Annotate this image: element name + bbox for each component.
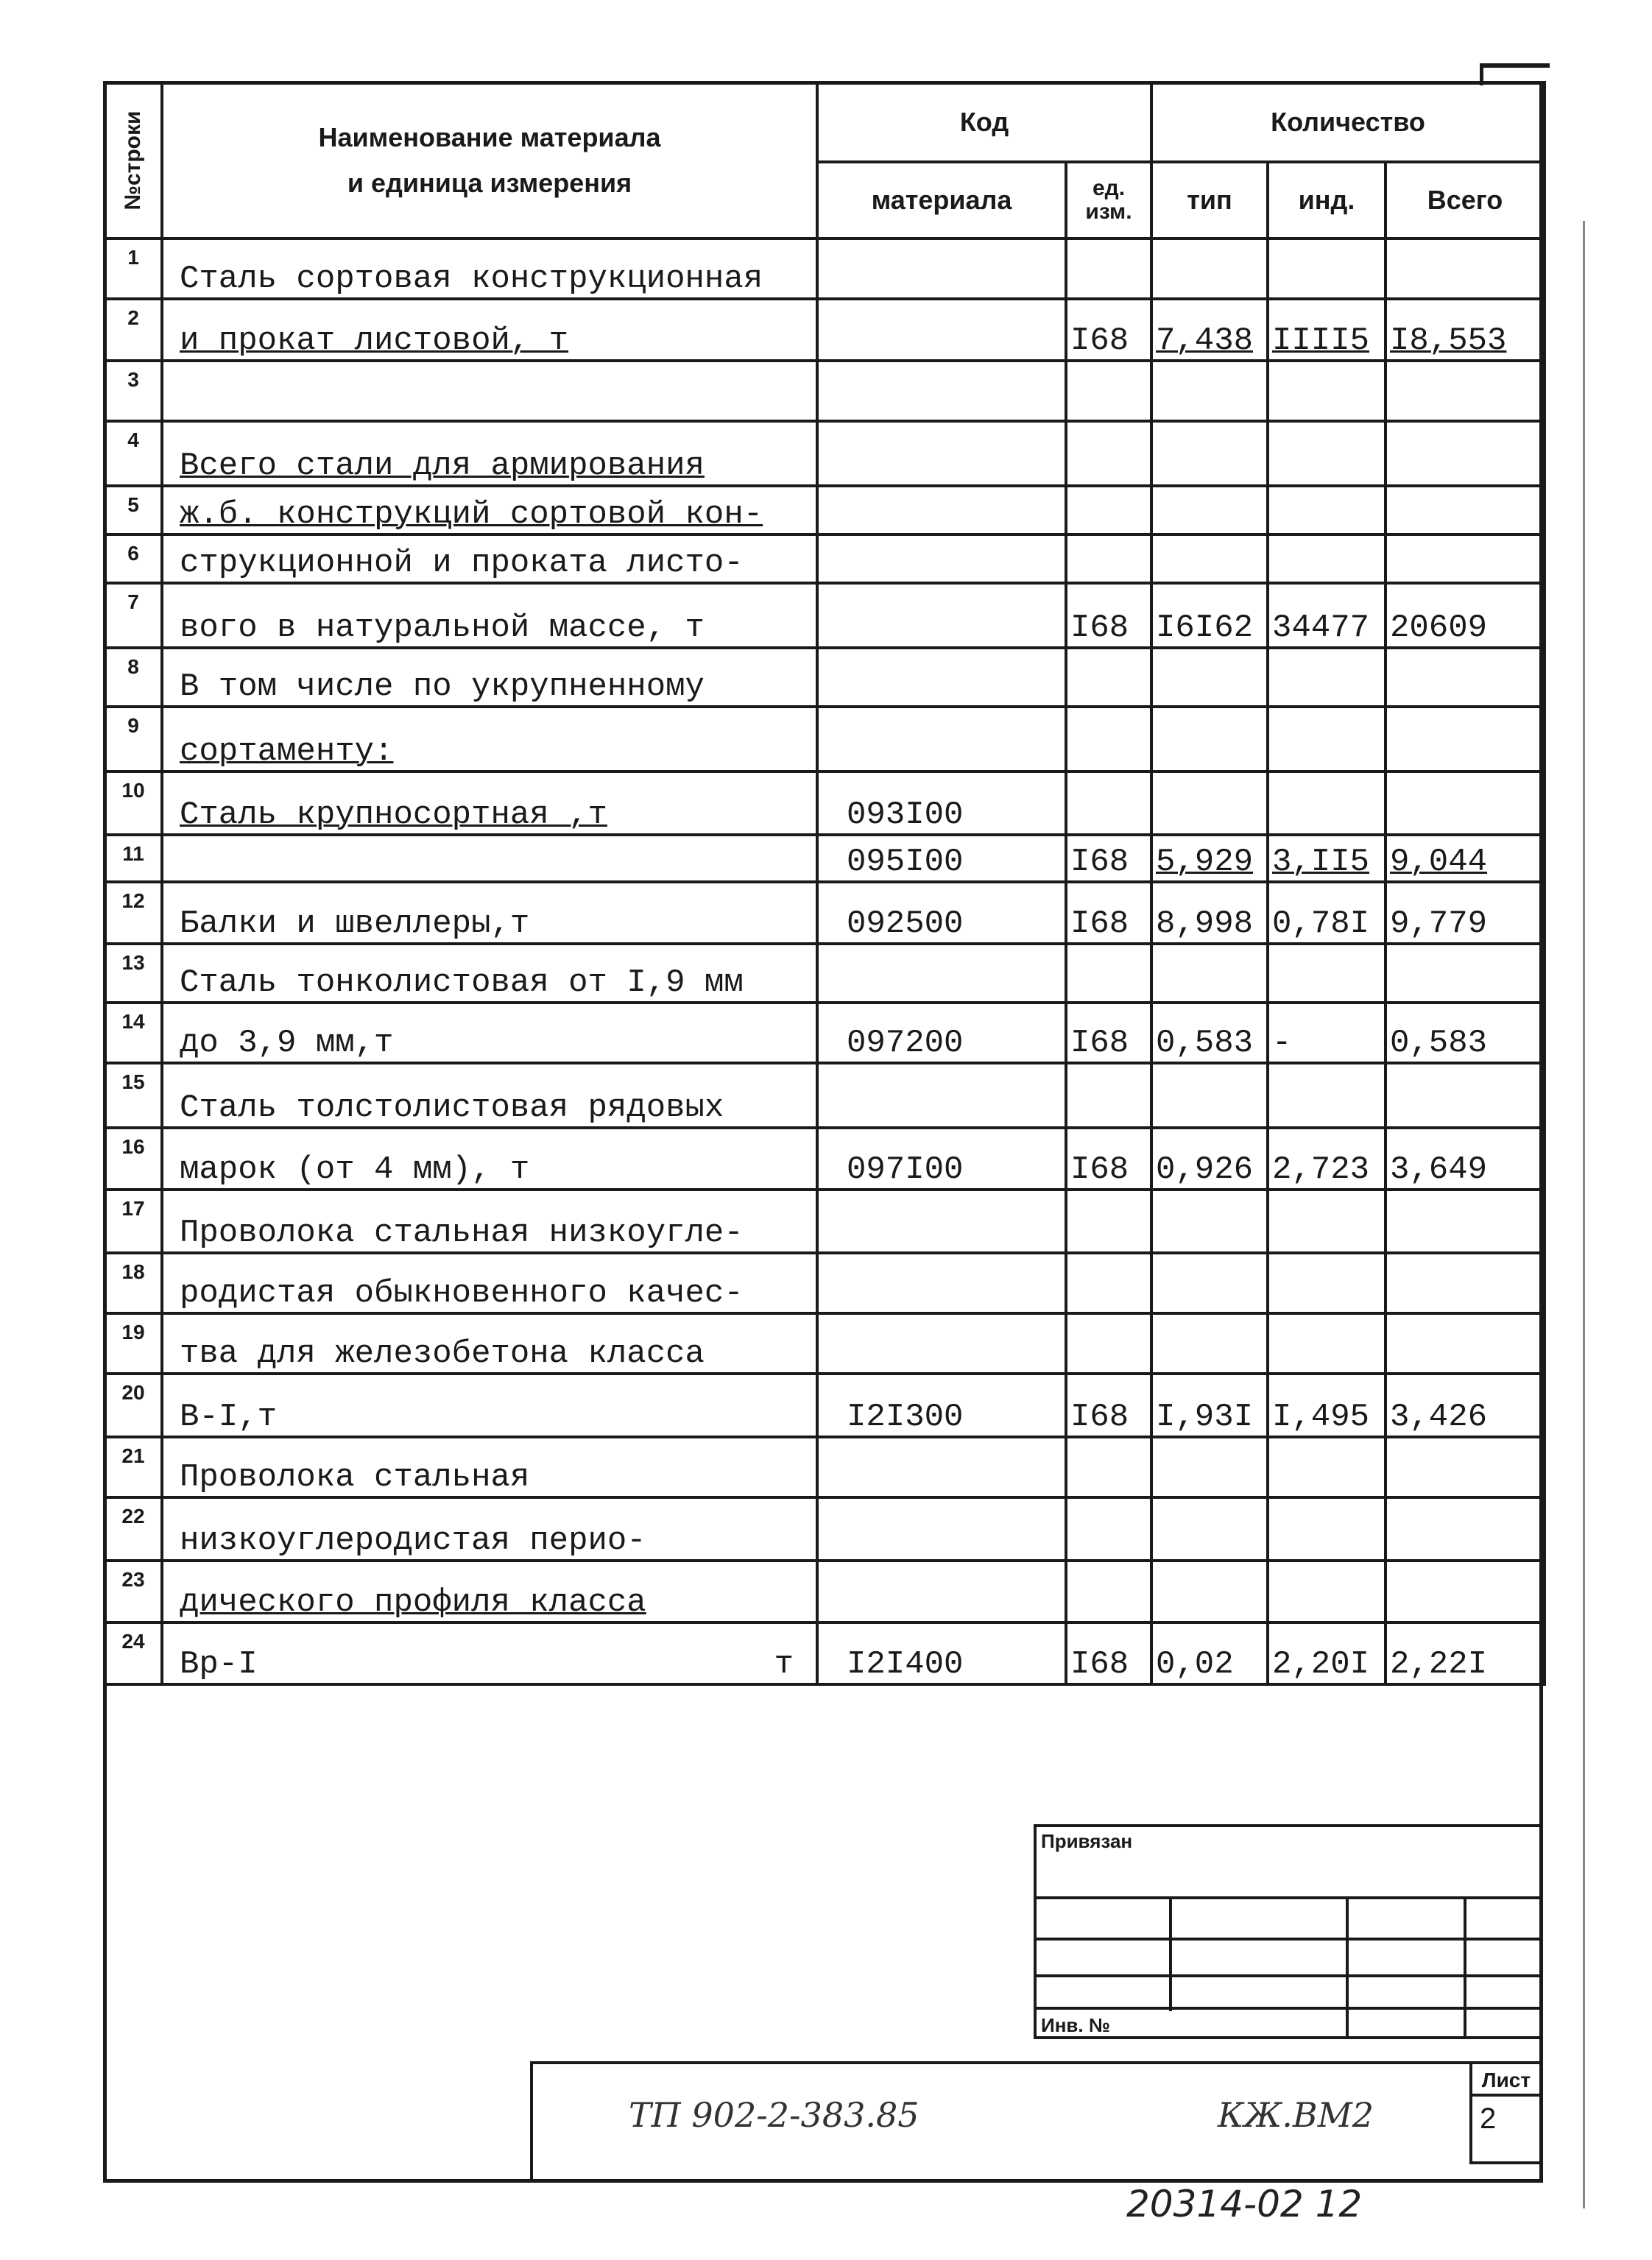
table-row (105, 835, 1545, 882)
sheet-number-box (1469, 2061, 1543, 2164)
sheet-number: 2 (1480, 2102, 1497, 2135)
unit-header: ед. изм. (1066, 162, 1151, 239)
material-code-cell: 092500 (817, 882, 1066, 944)
total-qty-cell (1386, 1253, 1545, 1313)
header-row-1 (105, 82, 1545, 162)
ind-qty-cell: 2,20I (1268, 1622, 1386, 1684)
unit-code-cell (1066, 239, 1151, 299)
table-row (105, 1003, 1545, 1063)
material-name-cell: дического профиля класса (162, 1561, 817, 1622)
row-number-cell: 5 (105, 486, 162, 534)
row-number-cell: 3 (105, 361, 162, 421)
row-number-cell: 18 (105, 1253, 162, 1313)
material-code-cell (817, 486, 1066, 534)
table-row (105, 1497, 1545, 1561)
row-number-cell: 15 (105, 1063, 162, 1128)
quantity-group-header: Количество (1151, 82, 1545, 162)
type-qty-cell (1151, 1253, 1268, 1313)
material-name-cell: сортаменту: (162, 707, 817, 771)
type-qty-cell: 0,02 (1151, 1622, 1268, 1684)
ind-qty-cell (1268, 421, 1386, 486)
table-row (105, 299, 1545, 361)
unit-code-cell: I68 (1066, 299, 1151, 361)
unit-code-cell (1066, 486, 1151, 534)
table-row (105, 534, 1545, 583)
total-qty-cell (1386, 1561, 1545, 1622)
type-qty-cell (1151, 239, 1268, 299)
row-number-cell: 24 (105, 1622, 162, 1684)
ind-qty-cell (1268, 707, 1386, 771)
material-name-cell: Сталь толстолистовая рядовых (162, 1063, 817, 1128)
unit-code-cell: I68 (1066, 1128, 1151, 1190)
type-qty-cell (1151, 648, 1268, 707)
material-name-cell (162, 835, 817, 882)
ind-qty-cell (1268, 534, 1386, 583)
row-number-cell: 17 (105, 1190, 162, 1253)
ind-qty-cell (1268, 1063, 1386, 1128)
type-qty-cell: 8,998 (1151, 882, 1268, 944)
total-qty-cell (1386, 239, 1545, 299)
table-row (105, 944, 1545, 1003)
ind-qty-cell (1268, 1497, 1386, 1561)
total-qty-cell: 20609 (1386, 583, 1545, 648)
material-code-cell (817, 299, 1066, 361)
total-qty-cell (1386, 707, 1545, 771)
total-qty-cell (1386, 534, 1545, 583)
ind-qty-cell (1268, 944, 1386, 1003)
table-row (105, 486, 1545, 534)
material-code-cell (817, 1313, 1066, 1374)
material-code-cell (817, 239, 1066, 299)
unit-suffix: т (774, 1646, 794, 1683)
total-qty-cell (1386, 486, 1545, 534)
total-qty-cell: I8,553 (1386, 299, 1545, 361)
ind-qty-cell (1268, 486, 1386, 534)
unit-code-cell (1066, 771, 1151, 835)
total-qty-cell (1386, 771, 1545, 835)
material-code-cell (817, 583, 1066, 648)
material-name-cell: и прокат листовой, т (162, 299, 817, 361)
title-block (530, 2061, 1543, 2183)
row-number-cell: 19 (105, 1313, 162, 1374)
material-code-cell (817, 534, 1066, 583)
ind-qty-cell (1268, 1190, 1386, 1253)
material-code-cell (817, 421, 1066, 486)
name-header: Наименование материала и единица измерения (162, 82, 817, 239)
type-qty-cell: 0,926 (1151, 1128, 1268, 1190)
type-qty-cell (1151, 1437, 1268, 1497)
total-qty-cell (1386, 421, 1545, 486)
table-row (105, 648, 1545, 707)
table-row (105, 583, 1545, 648)
unit-code-cell (1066, 1561, 1151, 1622)
total-qty-cell: 9,779 (1386, 882, 1545, 944)
type-qty-cell (1151, 1497, 1268, 1561)
ind-qty-cell: I,495 (1268, 1374, 1386, 1437)
code-group-header: Код (817, 82, 1151, 162)
material-code-cell: I2I400 (817, 1622, 1066, 1684)
ind-qty-cell (1268, 1253, 1386, 1313)
unit-code-cell (1066, 648, 1151, 707)
type-qty-cell (1151, 1063, 1268, 1128)
document-mark: КЖ.ВМ2 (1218, 2095, 1374, 2135)
type-qty-cell: I,93I (1151, 1374, 1268, 1437)
total-qty-cell (1386, 361, 1545, 421)
total-qty-cell (1386, 1497, 1545, 1561)
table-row (105, 421, 1545, 486)
sheet-label: Лист (1472, 2064, 1540, 2097)
ind-qty-cell: 2,723 (1268, 1128, 1386, 1190)
material-code-cell: 095I00 (817, 835, 1066, 882)
row-number-cell: 8 (105, 648, 162, 707)
material-code-cell (817, 1190, 1066, 1253)
total-qty-cell (1386, 648, 1545, 707)
material-code-cell: 097200 (817, 1003, 1066, 1063)
type-qty-cell (1151, 1561, 1268, 1622)
ind-qty-cell: 3,II5 (1268, 835, 1386, 882)
row-number-cell: 1 (105, 239, 162, 299)
row-number-cell: 22 (105, 1497, 162, 1561)
material-name-cell: вого в натуральной массе, т (162, 583, 817, 648)
table-row (105, 239, 1545, 299)
material-code-cell (817, 648, 1066, 707)
total-qty-cell (1386, 1437, 1545, 1497)
material-name-cell: Вр-I т (162, 1622, 817, 1684)
table-row (105, 882, 1545, 944)
total-qty-cell: 3,426 (1386, 1374, 1545, 1437)
material-name-cell: родистая обыкновенного качес- (162, 1253, 817, 1313)
material-code-cell (817, 1253, 1066, 1313)
ind-qty-cell (1268, 361, 1386, 421)
ind-qty-cell (1268, 1561, 1386, 1622)
table-row (105, 1622, 1545, 1684)
unit-code-cell (1066, 534, 1151, 583)
type-qty-cell (1151, 771, 1268, 835)
row-number-cell: 14 (105, 1003, 162, 1063)
row-number-cell: 4 (105, 421, 162, 486)
table-row (105, 1561, 1545, 1622)
unit-code-cell: I68 (1066, 583, 1151, 648)
material-name-cell (162, 361, 817, 421)
inventory-label: Инв. № (1041, 2014, 1110, 2036)
type-qty-cell (1151, 944, 1268, 1003)
binding-stamp (1034, 1824, 1543, 2039)
ind-qty-cell: - (1268, 1003, 1386, 1063)
total-header: Всего (1386, 162, 1545, 239)
unit-code-cell: I68 (1066, 882, 1151, 944)
unit-code-cell (1066, 1497, 1151, 1561)
unit-code-cell (1066, 1437, 1151, 1497)
tied-label: Привязан (1041, 1830, 1133, 1852)
table-row (105, 361, 1545, 421)
table-body (105, 239, 1545, 1684)
table-row (105, 1253, 1545, 1313)
total-qty-cell (1386, 1190, 1545, 1253)
scan-edge (1583, 221, 1585, 2208)
row-number-cell: 16 (105, 1128, 162, 1190)
total-qty-cell: 3,649 (1386, 1128, 1545, 1190)
row-number-cell: 7 (105, 583, 162, 648)
unit-code-cell: I68 (1066, 1374, 1151, 1437)
ind-qty-cell (1268, 771, 1386, 835)
unit-code-cell: I68 (1066, 1622, 1151, 1684)
unit-code-cell (1066, 1063, 1151, 1128)
corner-mark (1480, 63, 1550, 68)
material-name-cell: В том числе по укрупненному (162, 648, 817, 707)
row-number-cell: 11 (105, 835, 162, 882)
total-qty-cell (1386, 944, 1545, 1003)
type-qty-cell: 0,583 (1151, 1003, 1268, 1063)
row-number-cell: 10 (105, 771, 162, 835)
unit-code-cell (1066, 944, 1151, 1003)
total-qty-cell (1386, 1063, 1545, 1128)
material-code-cell (817, 1063, 1066, 1128)
row-number-cell: 21 (105, 1437, 162, 1497)
ind-qty-cell (1268, 648, 1386, 707)
material-name-cell: до 3,9 мм,т (162, 1003, 817, 1063)
material-name-cell: Сталь крупносортная ,т (162, 771, 817, 835)
material-name-cell: Балки и швеллеры,т (162, 882, 817, 944)
material-name-cell: Сталь сортовая конструкционная (162, 239, 817, 299)
ind-qty-cell (1268, 239, 1386, 299)
table-row (105, 1374, 1545, 1437)
material-name-cell: тва для железобетона класса (162, 1313, 817, 1374)
unit-code-cell: I68 (1066, 1003, 1151, 1063)
table-row (105, 1128, 1545, 1190)
ind-header: инд. (1268, 162, 1386, 239)
materials-table (103, 81, 1546, 1686)
unit-code-cell (1066, 1190, 1151, 1253)
type-qty-cell (1151, 486, 1268, 534)
row-number-cell: 9 (105, 707, 162, 771)
row-number-cell: 12 (105, 882, 162, 944)
type-qty-cell (1151, 1190, 1268, 1253)
total-qty-cell: 0,583 (1386, 1003, 1545, 1063)
material-code-cell: I2I300 (817, 1374, 1066, 1437)
ind-qty-cell: IIII5 (1268, 299, 1386, 361)
table-row (105, 707, 1545, 771)
material-name-cell: Сталь тонколистовая от I,9 мм (162, 944, 817, 1003)
table-row (105, 1063, 1545, 1128)
type-qty-cell: I6I62 (1151, 583, 1268, 648)
material-name-cell: марок (от 4 мм), т (162, 1128, 817, 1190)
material-code-cell: 093I00 (817, 771, 1066, 835)
row-number-cell: 20 (105, 1374, 162, 1437)
unit-code-cell (1066, 361, 1151, 421)
project-code: ТП 902-2-383.85 (629, 2095, 919, 2135)
type-qty-cell (1151, 534, 1268, 583)
material-name-cell: низкоуглеродистая перио- (162, 1497, 817, 1561)
ind-qty-cell (1268, 1313, 1386, 1374)
type-qty-cell (1151, 707, 1268, 771)
material-code-cell: 097I00 (817, 1128, 1066, 1190)
total-qty-cell: 2,22I (1386, 1622, 1545, 1684)
material-code-cell (817, 707, 1066, 771)
total-qty-cell (1386, 1313, 1545, 1374)
row-number-cell: 6 (105, 534, 162, 583)
total-qty-cell: 9,044 (1386, 835, 1545, 882)
material-code-cell (817, 1437, 1066, 1497)
row-number-cell: 2 (105, 299, 162, 361)
table-row (105, 1313, 1545, 1374)
row-number-cell: 13 (105, 944, 162, 1003)
material-code-cell (817, 1497, 1066, 1561)
unit-code-cell (1066, 1313, 1151, 1374)
archive-number: 20314-02 12 (1126, 2183, 1363, 2225)
type-qty-cell: 5,929 (1151, 835, 1268, 882)
type-qty-cell: 7,438 (1151, 299, 1268, 361)
unit-code-cell: I68 (1066, 835, 1151, 882)
type-qty-cell (1151, 421, 1268, 486)
type-header: тип (1151, 162, 1268, 239)
material-code-cell (817, 944, 1066, 1003)
table-row (105, 771, 1545, 835)
material-code-cell (817, 361, 1066, 421)
material-name-cell: Проволока стальная (162, 1437, 817, 1497)
unit-code-cell (1066, 1253, 1151, 1313)
table-row (105, 1190, 1545, 1253)
material-name-cell: В-I,т (162, 1374, 817, 1437)
row-number-cell: 23 (105, 1561, 162, 1622)
ind-qty-cell (1268, 1437, 1386, 1497)
ind-qty-cell: 0,78I (1268, 882, 1386, 944)
material-name-cell: Всего стали для армирования (162, 421, 817, 486)
material-name-cell: струкционной и проката листо- (162, 534, 817, 583)
material-name-cell: ж.б. конструкций сортовой кон- (162, 486, 817, 534)
material-code-cell (817, 1561, 1066, 1622)
type-qty-cell (1151, 1313, 1268, 1374)
material-name-cell: Проволока стальная низкоугле- (162, 1190, 817, 1253)
ind-qty-cell: 34477 (1268, 583, 1386, 648)
type-qty-cell (1151, 361, 1268, 421)
row-number-header: №строки (105, 82, 162, 239)
unit-code-cell (1066, 707, 1151, 771)
unit-code-cell (1066, 421, 1151, 486)
material-code-header: материала (817, 162, 1066, 239)
table-row (105, 1437, 1545, 1497)
